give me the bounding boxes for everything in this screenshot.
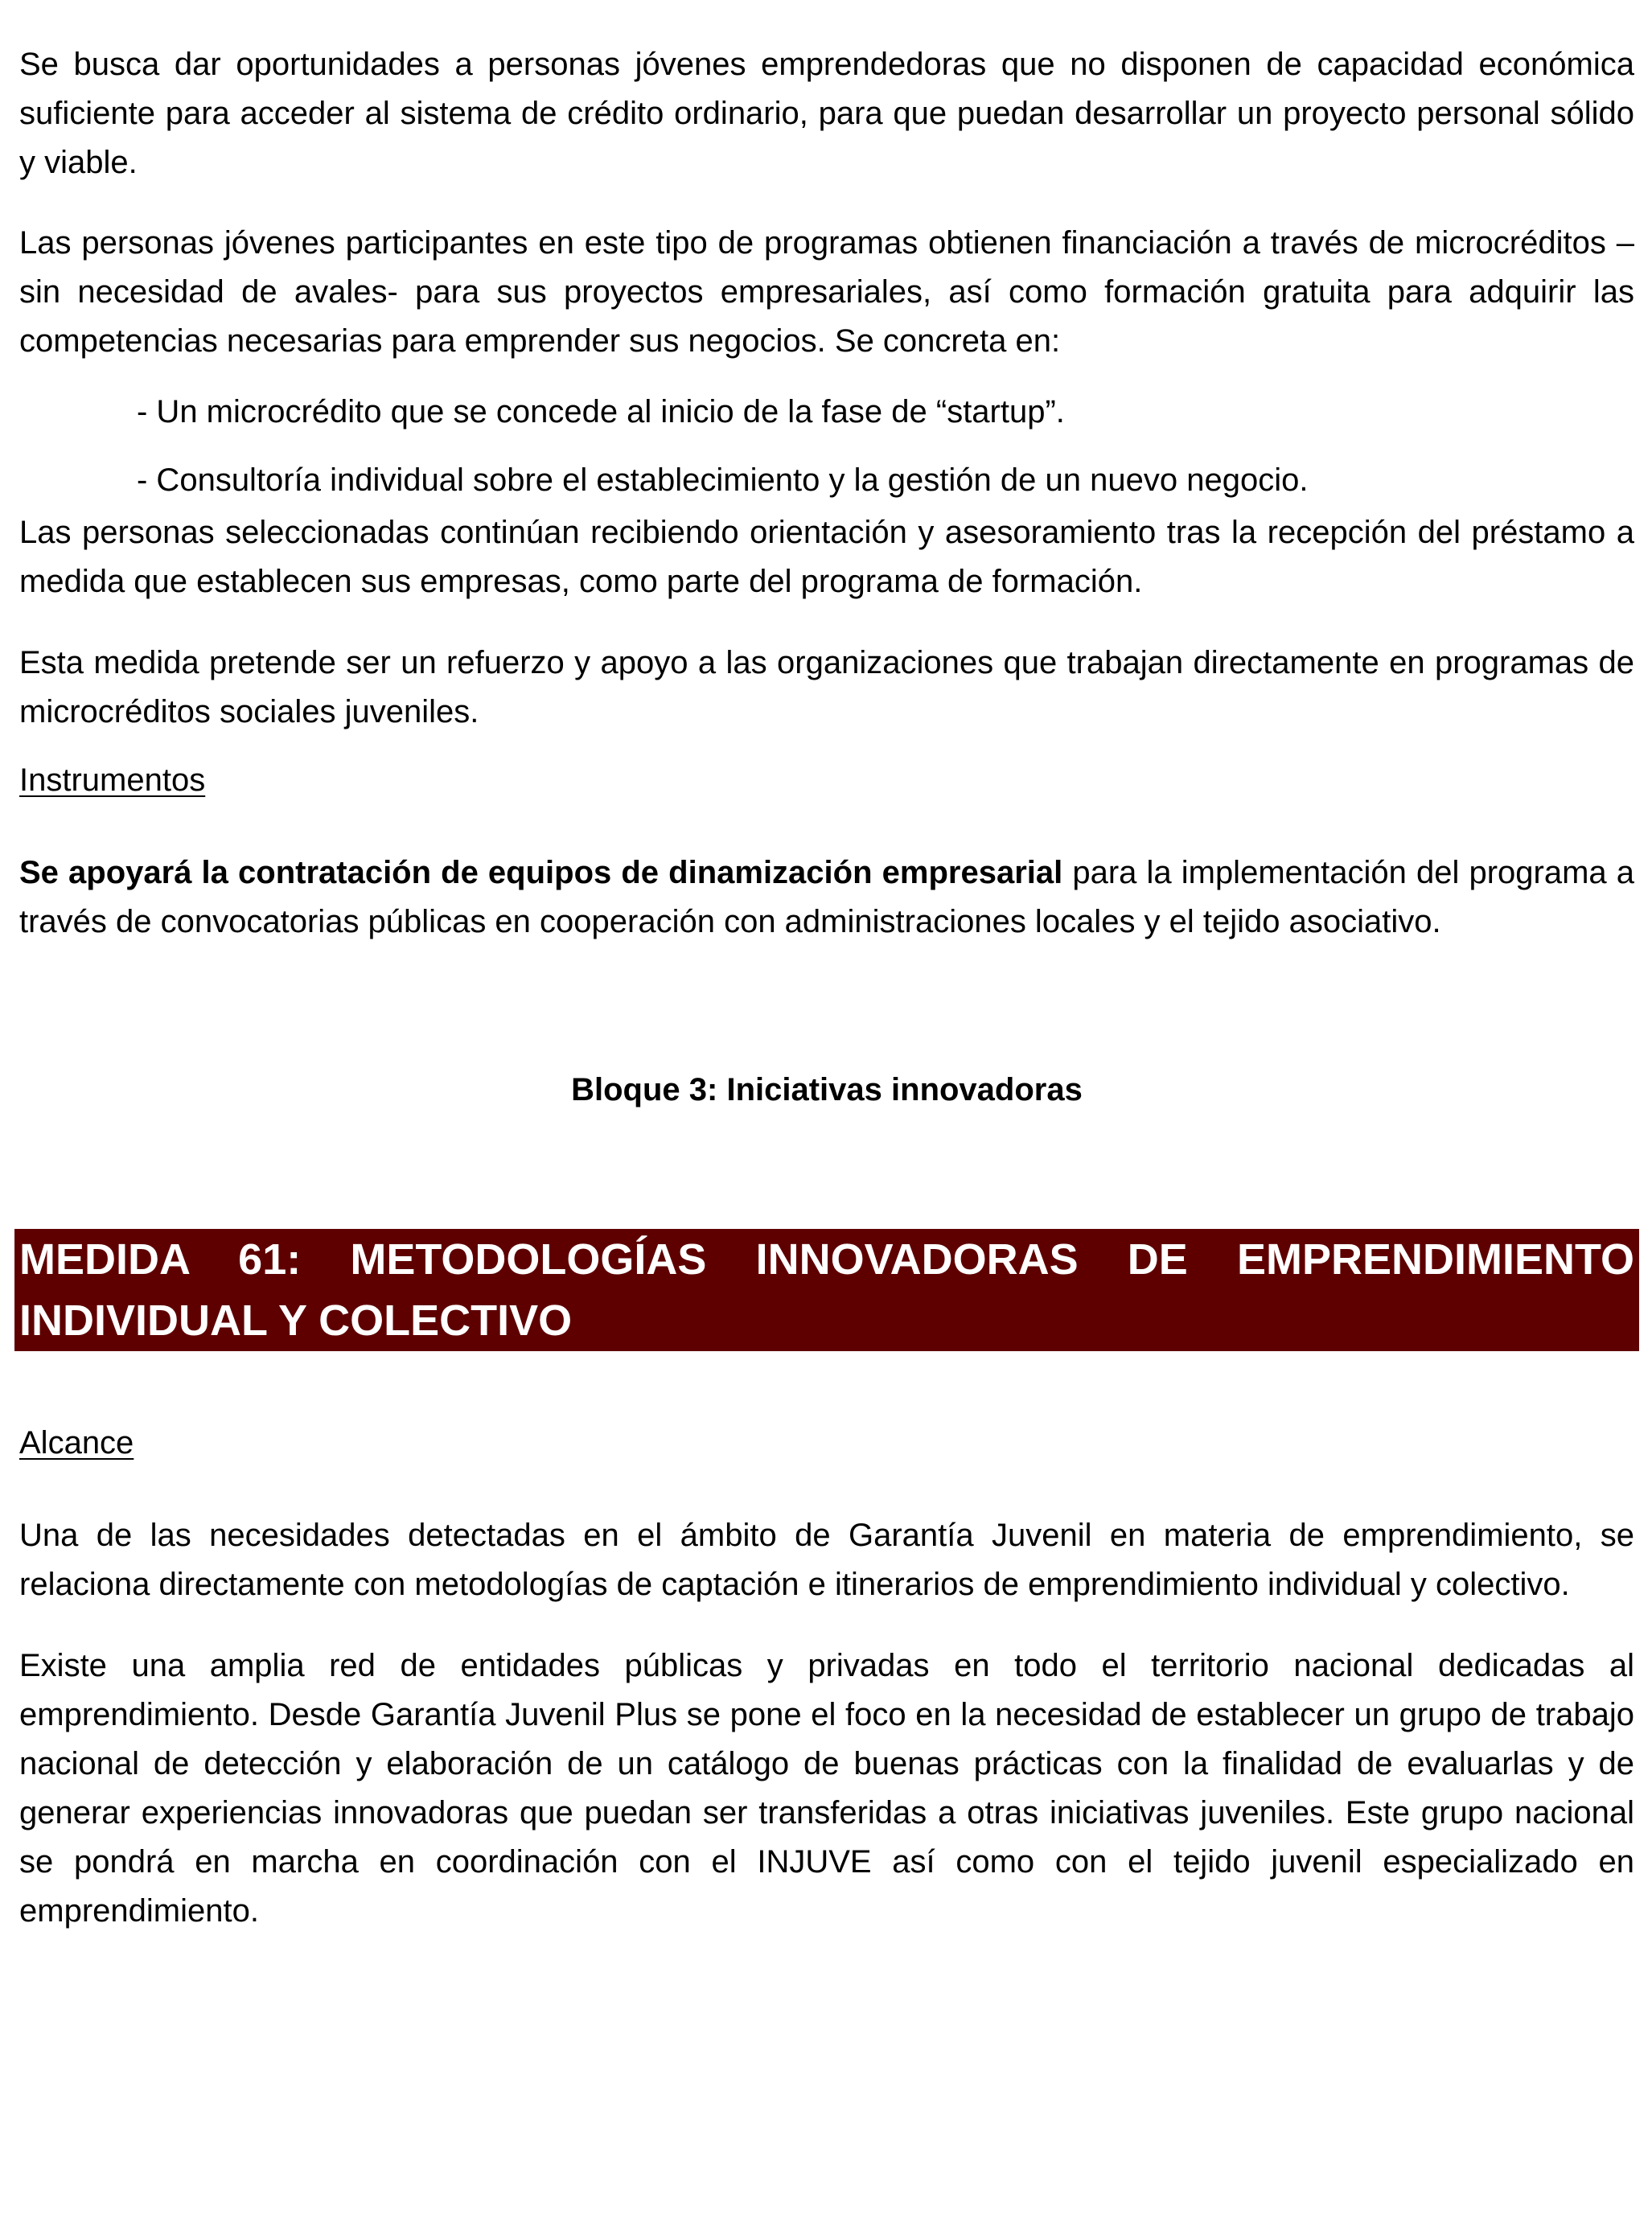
paragraph-objective: Se busca dar oportunidades a personas jóvenes emprendedoras que no disponen de capacidad económica suficiente para acceder al sistema de crédito ordinario, para que puedan desarrollar un proyecto personal sólido y viable. [19,47,1634,180]
block-title: Bloque 3: Iniciativas innovadoras [571,1072,1083,1107]
document-page [19,40,1634,1936]
paragraph-measure-aim: Esta medida pretende ser un refuerzo y apoyo a las organizaciones que trabajan directamente en programas de microcréditos sociales juveniles. [19,645,1634,729]
medida-title-bar: MEDIDA 61: METODOLOGÍAS INNOVADORAS DE EMPRENDIMIENTO INDIVIDUAL Y COLECTIVO [14,1229,1639,1351]
paragraph-participants: Las personas jóvenes participantes en este tipo de programas obtienen financiación a través de microcréditos – sin necesidad de avales- para sus proyectos empresariales, así como formación gratuita para adquirir las competencias necesarias para emprender sus negocios. Se concreta en: [19,225,1634,359]
paragraph-alcance-needs: Una de las necesidades detectadas en el ámbito de Garantía Juvenil en materia de emprendimiento, se relaciona directamente con metodologías de captación e itinerarios de emprendimiento individual y colectivo. [19,1518,1634,1602]
instruments-bold-text: Se apoyará la contratación de equipos de dinamización empresarial [19,855,1063,890]
instrumentos-heading: Instrumentos [19,762,206,798]
list-item-consultancy: - Consultoría individual sobre el establecimiento y la gestión de un nuevo negocio. [137,462,1309,498]
list-item-microcredit: - Un microcrédito que se concede al inicio de la fase de “startup”. [137,394,1065,429]
paragraph-alcance-network: Existe una amplia red de entidades públicas y privadas en todo el territorio nacional dedicadas al emprendimiento. Desde Garantía Juvenil Plus se pone el foco en la necesidad de establecer un grupo de trabajo nacional de detección y elaboración de un catálogo de buenas prácticas con la finalidad de evaluarlas y de generar experiencias innovadoras que puedan ser transferidas a otras iniciativas juveniles. Este grupo nacional se pondrá en marcha en coordinación con el INJUVE así como con el tejido juvenil especializado en emprendimiento. [19,1648,1634,1929]
paragraph-selected-persons: Las personas seleccionadas continúan recibiendo orientación y asesoramiento tras la recepción del préstamo a medida que establecen sus empresas, como parte del programa de formación. [19,515,1634,599]
instruments-rest-text: para la implementación del programa a través de convocatorias públicas en cooperación con administraciones locales y el tejido asociativo. [19,855,1634,939]
alcance-heading: Alcance [19,1425,134,1461]
paragraph-instruments [19,848,1634,947]
